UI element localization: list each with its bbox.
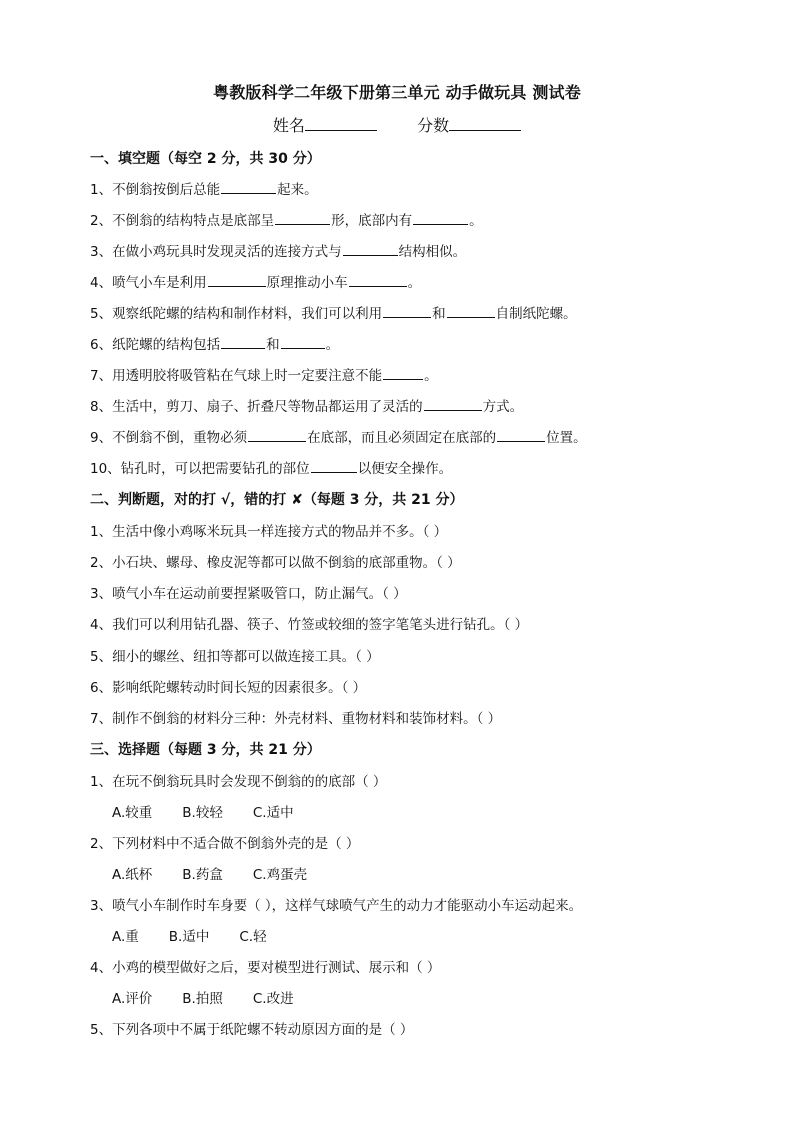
answer-blank[interactable] <box>497 429 545 442</box>
judge-question-2: 2、小石块、螺母、橡皮泥等都可以做不倒翁的底部重物。（ ） <box>90 555 461 571</box>
score-label: 分数 <box>417 116 450 135</box>
answer-blank[interactable] <box>413 212 468 225</box>
fill-question-2: 2、不倒翁的结构特点是底部呈 形，底部内有 。 <box>90 213 483 229</box>
judge-question-7: 7、制作不倒翁的材料分三种：外壳材料、重物材料和装饰材料。（ ） <box>90 711 502 727</box>
section-heading-choice: 三、选择题（每题 3 分，共 21 分） <box>90 742 321 758</box>
answer-blank[interactable] <box>383 305 431 318</box>
name-score-row <box>0 113 794 136</box>
answer-blank[interactable] <box>221 336 265 349</box>
answer-blank[interactable] <box>208 274 266 287</box>
answer-blank[interactable] <box>275 212 330 225</box>
judge-question-1: 1、生活中像小鸡啄米玩具一样连接方式的物品并不多。（ ） <box>90 524 448 540</box>
choice-question-5: 5、下列各项中不属于纸陀螺不转动原因方面的是（ ） <box>90 1022 414 1038</box>
choice-question-1: 1、在玩不倒翁玩具时会发现不倒翁的的底部（ ） <box>90 774 387 790</box>
judge-question-3: 3、喷气小车在运动前要捏紧吸管口，防止漏气。（ ） <box>90 586 407 602</box>
answer-blank[interactable] <box>424 398 482 411</box>
section-heading-true-false: 二、判断题，对的打 √，错的打 ✘（每题 3 分，共 21 分） <box>90 492 464 508</box>
answer-blank[interactable] <box>343 243 398 256</box>
fill-question-8: 8、生活中，剪刀、扇子、折叠尺等物品都运用了灵活的 方式。 <box>90 399 524 415</box>
choice-question-2: 2、下列材料中不适合做不倒翁外壳的是（ ） <box>90 836 360 852</box>
option-c[interactable]: C.轻 <box>239 929 267 945</box>
fill-question-4: 4、喷气小车是利用 原理推动小车 。 <box>90 275 422 291</box>
answer-blank[interactable] <box>311 460 357 473</box>
fill-question-1: 1、不倒翁按倒后总能 起来。 <box>90 182 318 198</box>
judge-question-6: 6、影响纸陀螺转动时间长短的因素很多。（ ） <box>90 680 367 696</box>
answer-blank[interactable] <box>248 429 306 442</box>
page-title: 粤教版科学二年级下册第三单元 动手做玩具 测试卷 <box>213 83 581 102</box>
fill-question-9: 9、不倒翁不倒，重物必须 在底部，而且必须固定在底部的 位置。 <box>90 430 587 446</box>
section-heading-fill-in: 一、填空题（每空 2 分，共 30 分） <box>90 151 321 167</box>
judge-question-5: 5、细小的螺丝、纽扣等都可以做连接工具。（ ） <box>90 649 380 665</box>
answer-blank[interactable] <box>281 336 325 349</box>
answer-blank[interactable] <box>383 367 423 380</box>
choice-options-4 <box>112 987 324 1007</box>
answer-blank[interactable] <box>221 181 276 194</box>
option-c[interactable]: C.适中 <box>252 805 294 821</box>
fill-question-6: 6、纸陀螺的结构包括 和 。 <box>90 337 340 353</box>
name-label: 姓名 <box>272 116 305 135</box>
option-b[interactable]: B.适中 <box>168 929 210 945</box>
name-blank[interactable] <box>305 116 377 131</box>
option-a[interactable]: A.评价 <box>112 991 153 1007</box>
option-a[interactable]: A.纸杯 <box>112 867 153 883</box>
judge-question-4: 4、我们可以利用钻孔器、筷子、竹签或较细的签字笔笔头进行钻孔。（ ） <box>90 617 529 633</box>
option-a[interactable]: A.较重 <box>112 805 153 821</box>
score-blank[interactable] <box>449 116 521 131</box>
answer-blank[interactable] <box>447 305 495 318</box>
option-c[interactable]: C.鸡蛋壳 <box>252 867 308 883</box>
answer-blank[interactable] <box>349 274 407 287</box>
choice-options-2 <box>112 863 337 883</box>
choice-options-1 <box>112 801 324 821</box>
option-b[interactable]: B.较轻 <box>182 805 223 821</box>
fill-question-5: 5、观察纸陀螺的结构和制作材料，我们可以利用 和 自制纸陀螺。 <box>90 306 577 322</box>
fill-question-3: 3、在做小鸡玩具时发现灵活的连接方式与 结构相似。 <box>90 244 467 260</box>
fill-question-7: 7、用透明胶将吸管粘在气球上时一定要注意不能 。 <box>90 368 438 384</box>
option-c[interactable]: C.改进 <box>252 991 294 1007</box>
choice-options-3 <box>112 925 297 945</box>
fill-question-10: 10、钻孔时，可以把需要钻孔的部位 以便安全操作。 <box>90 461 453 477</box>
option-b[interactable]: B.药盒 <box>182 867 223 883</box>
choice-question-4: 4、小鸡的模型做好之后，要对模型进行测试、展示和（ ） <box>90 960 441 976</box>
choice-question-3: 3、喷气小车制作时车身要（ ），这样气球喷气产生的动力才能驱动小车运动起来。 <box>90 898 583 914</box>
option-a[interactable]: A.重 <box>112 929 139 945</box>
option-b[interactable]: B.拍照 <box>182 991 223 1007</box>
